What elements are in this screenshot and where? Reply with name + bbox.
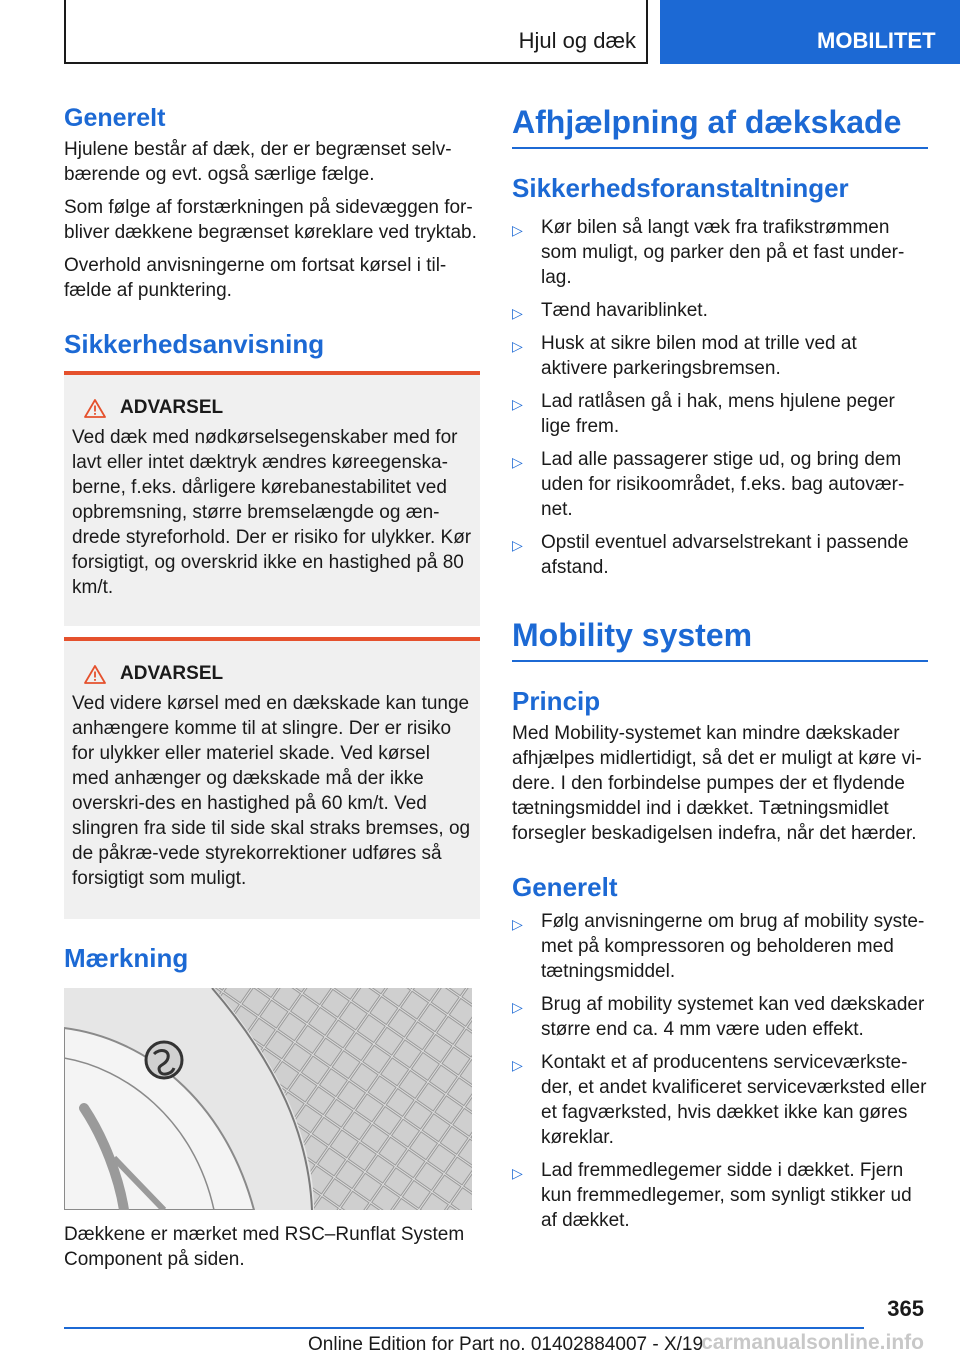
afhjaelpning-heading: Afhjælpning af dækskade: [512, 104, 902, 140]
list-item: ▷ Lad fremmedlegemer sidde i dækket. Fjern kun fremmedlegemer, som synligt stikker ud af dækket.: [512, 1160, 912, 1232]
header-section-title: Hjul og dæk: [518, 28, 636, 53]
triangle-right-icon: ▷: [512, 536, 523, 553]
generelt2-list: [512, 909, 928, 1233]
princip-text: Med Mobility-systemet kan mindre dækskader afhjælpes midlertidigt, så det er muligt at køre vi-dere. I den forbindelse pumpes der et flydende tætningsmiddel ind i dækket. Tætningsmidlet forsegler beskadigelsen indefra, når det hærder.: [512, 723, 922, 845]
list-item: ▷ Tænd havariblinket.: [512, 298, 928, 323]
warning-title: ADVARSEL: [120, 663, 224, 684]
footer-watermark[interactable]: carmanualsonline.info: [701, 1331, 924, 1354]
rsc-logo-icon: [146, 1042, 182, 1078]
list-item: ▷ Lad alle passagerer stige ud, og bring dem uden for risikoområdet, f.eks. bag autovær-net.: [512, 448, 905, 520]
generelt2-heading: Generelt: [512, 872, 618, 903]
generelt-paragraph-3: Overhold anvisningerne om fortsat kørsel i til-fælde af punktering.: [64, 255, 447, 301]
list-item: ▷ Kontakt et af producentens serviceværkste-der, et andet kvalificeret serviceværksted eller et fagværksted, hvis dækket ikke kan gøres køreklar.: [512, 1052, 927, 1149]
warning-triangle-icon: [84, 665, 106, 684]
list-item: ▷ Husk at sikre bilen mod at trille ved at aktivere parkeringsbremsen.: [512, 332, 857, 379]
generelt-heading: Generelt: [64, 104, 166, 132]
sikkerhedsforanstaltninger-heading: Sikkerhedsforanstaltninger: [512, 173, 849, 204]
triangle-right-icon: ▷: [512, 304, 523, 321]
generelt-paragraph-1: Hjulene består af dæk, der er begrænset selv-bærende og evt. også særlige fælge.: [64, 139, 452, 185]
triangle-right-icon: ▷: [512, 395, 523, 412]
triangle-right-icon: ▷: [512, 1057, 523, 1074]
header-section-box: [64, 0, 648, 64]
warning-box-1: [64, 371, 480, 626]
heading-rule: [512, 147, 928, 149]
warning-triangle-icon: [84, 399, 106, 418]
warning-bar: [64, 371, 480, 375]
warning-text: Ved dæk med nødkørselsegenskaber med for lavt eller intet dæktryk ændres køreegenska-berne, f.eks. dårligere kørebanestabilitet ved opbremsning, større bremselængde og æn-drede styreforhold. Der er risiko for ulykker. Kør forsigtigt, og overskrid ikke en hastighed på 80 km/t.: [72, 427, 472, 598]
triangle-right-icon: ▷: [512, 337, 523, 354]
right-column: [512, 103, 928, 1233]
list-item: ▷ Opstil eventuel advarselstrekant i passende afstand.: [512, 531, 909, 578]
list-item: ▷ Kør bilen så langt væk fra trafikstrømmen som muligt, og parker den på et fast under-lag.: [512, 216, 905, 288]
header-chapter-tab: MOBILITET: [660, 0, 960, 64]
left-column: [64, 103, 480, 360]
warning-title: ADVARSEL: [120, 397, 224, 418]
maerkning-heading: Mærkning: [64, 943, 189, 973]
sikkerhed-list: [512, 215, 928, 580]
mobility-heading: Mobility system: [512, 616, 753, 653]
princip-heading: Princip: [512, 685, 601, 716]
triangle-right-icon: ▷: [512, 221, 523, 238]
page-number: 365: [887, 1296, 924, 1321]
warning-bar: [64, 637, 480, 641]
footer-edition: Online Edition for Part no. 01402884007 - X/19: [308, 1334, 704, 1355]
list-item: ▷ Følg anvisningerne om brug af mobility syste-met på kompressoren og beholderen med tætningsmiddel.: [512, 911, 925, 983]
triangle-right-icon: ▷: [512, 999, 523, 1016]
maerkning-caption: Dækkene er mærket med RSC–Runflat System Component på siden.: [64, 1224, 465, 1270]
warning-box-2: [64, 637, 480, 919]
sikkerhedsanvisning-heading: Sikkerhedsanvisning: [64, 329, 325, 359]
heading-rule: [512, 660, 928, 662]
triangle-right-icon: ▷: [512, 1165, 523, 1182]
triangle-right-icon: ▷: [512, 916, 523, 933]
list-item: ▷ Lad ratlåsen gå i hak, mens hjulene peger lige frem.: [512, 390, 895, 437]
triangle-right-icon: ▷: [512, 453, 523, 470]
footer-rule: [64, 1327, 864, 1329]
warning-text: Ved videre kørsel med en dækskade kan tunge anhængere komme til at slingre. Der er risiko for ulykker eller materiel skade. Ved kørsel med anhænger og dækskade må der ikke overskri-des en hastighed på 60 km/t. Ved slingren fra side til side skal straks bremses, og de påkræ-vede styrekorrektioner udføres så forsigtigt som muligt.: [72, 693, 471, 889]
list-item: ▷ Brug af mobility systemet kan ved dækskader større end ca. 4 mm være uden effekt.: [512, 994, 925, 1041]
generelt-paragraph-2: Som følge af forstærkningen på sidevæggen for-bliver dækkene begrænset køreklare ved tryktab.: [64, 197, 477, 243]
rsc-tire-figure: [64, 988, 472, 1210]
